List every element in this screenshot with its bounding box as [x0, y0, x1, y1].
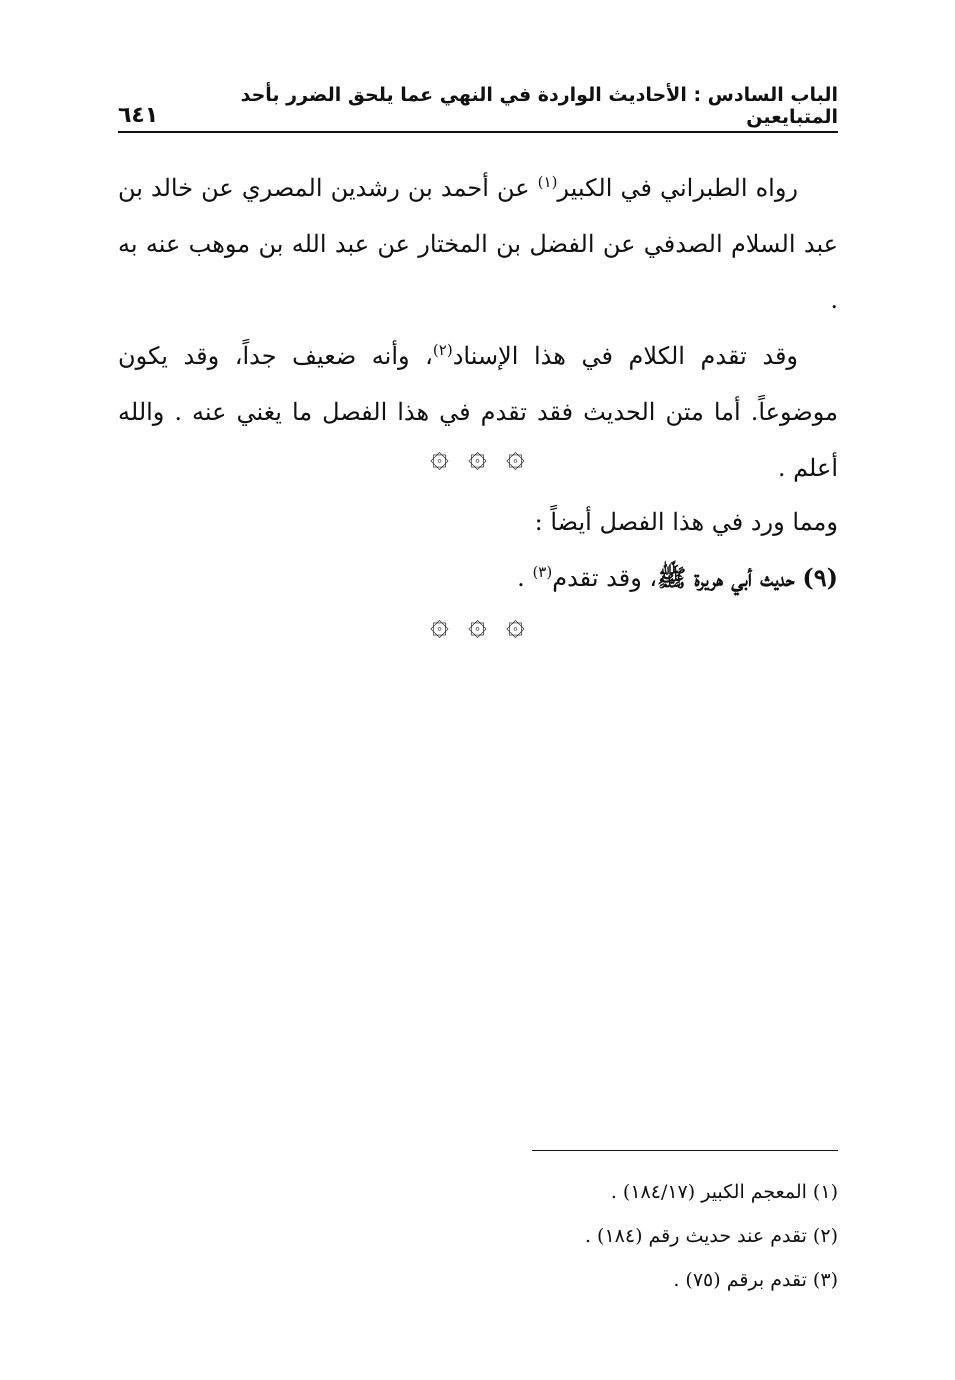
footnote-ref-2: (٢) — [432, 341, 453, 359]
page-header — [118, 84, 838, 128]
paragraph-2-text-b: ، وأنه ضعيف جداً، وقد يكون موضوعاً. أما متن الحديث فقد تقدم في هذا الفصل ما يغني عنه . والله أعلم . — [118, 342, 838, 482]
ornament-divider-2 — [0, 604, 955, 642]
footnote-ref-1: (١) — [537, 173, 558, 191]
star-ornament-icon: ۞ — [506, 604, 525, 642]
running-title: الباب السادس : الأحاديث الواردة في النهي عما يلحق الضرر بأحد المتبايعين — [240, 84, 838, 128]
header-rule — [118, 131, 838, 133]
section-text — [118, 494, 838, 606]
star-ornament-icon: ۞ — [430, 436, 449, 474]
star-ornament-icon: ۞ — [468, 604, 487, 642]
item-text: ، وقد تقدم — [552, 564, 658, 592]
footnote-3: (٣) تقدم برقم (٧٥) . — [673, 1269, 838, 1291]
star-ornament-icon: ۞ — [506, 436, 525, 474]
star-ornament-icon: ۞ — [468, 436, 487, 474]
star-ornament-icon: ۞ — [430, 604, 449, 642]
paragraph-1 — [118, 160, 838, 328]
footnote-1: (١) المعجم الكبير (١٨٤/١٧) . — [610, 1181, 838, 1203]
section-intro: ومما ورد في هذا الفصل أيضاً : — [534, 508, 838, 536]
page-number: ٦٤١ — [118, 103, 159, 128]
footnote-ref-3: (٣) — [532, 563, 553, 581]
footnote-2: (٢) تقدم عند حديث رقم (١٨٤) . — [584, 1225, 838, 1247]
item-end: . — [517, 564, 533, 592]
footnotes — [118, 1170, 838, 1302]
hadith-item — [118, 550, 838, 606]
ornament-divider-1 — [0, 436, 955, 474]
paragraph-1-text-a: رواه الطبراني في الكبير — [557, 174, 799, 202]
footnote-rule — [532, 1150, 838, 1151]
paragraph-2-text-a: وقد تقدم الكلام في هذا الإسناد — [452, 342, 799, 370]
paragraph-1-text-b: عن أحمد بن رشدين المصري عن خالد بن عبد السلام الصدفي عن الفضل بن المختار عن عبد الله بن موهب عنه به . — [118, 174, 838, 314]
item-number: (٩) — [802, 563, 838, 592]
item-title: حديث أبي هريرة ﷺ — [657, 563, 795, 592]
